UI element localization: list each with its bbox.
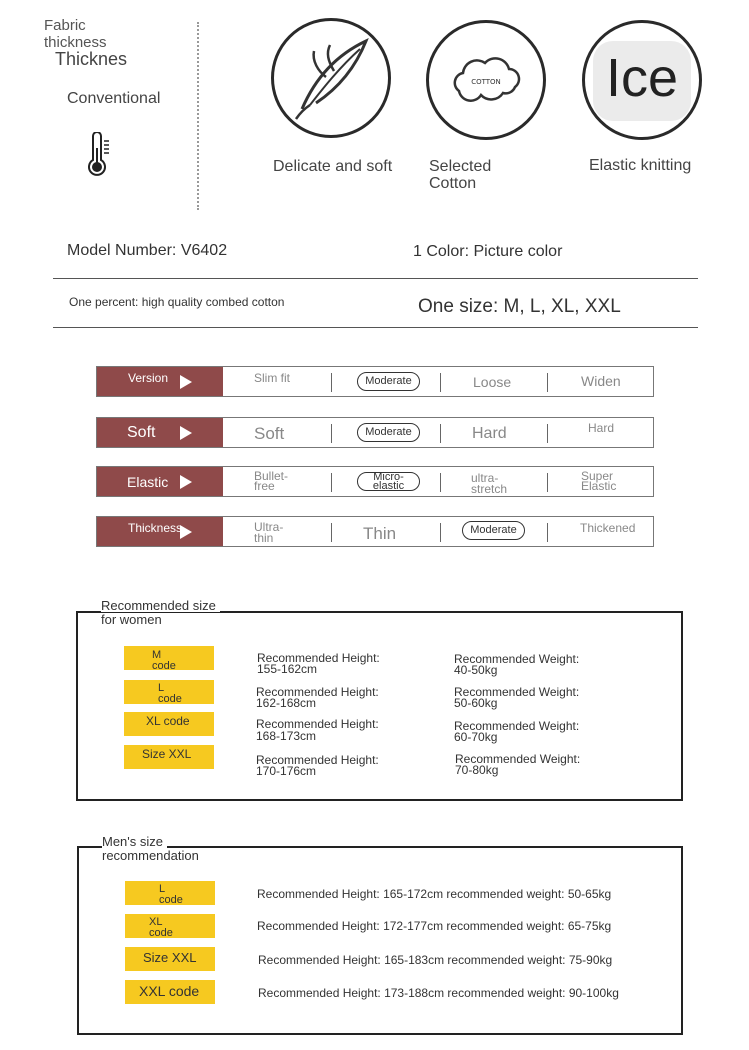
badge-line-1: Size XXL bbox=[142, 747, 192, 761]
spec-option: Slim fit bbox=[254, 371, 290, 385]
men-recommendation: Recommended Height: 165-172cm recommended weight: 50-65kg bbox=[257, 887, 612, 901]
model-number: Model Number: V6402 bbox=[67, 242, 228, 259]
women-height-2: 155-162cm bbox=[257, 662, 318, 676]
spec-option-selected: Moderate bbox=[357, 423, 420, 442]
material-info: One percent: high quality combed cotton bbox=[69, 295, 285, 309]
spec-option: Widen bbox=[581, 373, 621, 389]
fabric-title-line-3: Thicknes bbox=[55, 49, 128, 69]
spec-label-version bbox=[97, 367, 223, 396]
spec-option-selected: Moderate bbox=[462, 521, 525, 540]
spec-option: Soft bbox=[254, 424, 285, 443]
spec-separator bbox=[440, 373, 441, 392]
women-weight-1: Recommended Weight: bbox=[454, 685, 580, 699]
badge-line-2: code bbox=[159, 894, 183, 906]
spec-label-soft bbox=[97, 418, 223, 447]
spec-separator bbox=[547, 523, 548, 542]
women-size-box bbox=[76, 611, 683, 801]
spec-separator bbox=[547, 373, 548, 392]
spec-option: Hard bbox=[472, 425, 507, 442]
spec-separator bbox=[547, 473, 548, 492]
fabric-title-line-1: Fabric bbox=[44, 17, 86, 34]
thermometer-icon bbox=[84, 132, 114, 178]
women-height-2: 170-176cm bbox=[256, 764, 317, 778]
women-title-2: for women bbox=[101, 612, 162, 627]
spec-label-text: Soft bbox=[127, 423, 156, 441]
men-size-box bbox=[77, 846, 683, 1035]
badge-line-2: code bbox=[149, 927, 173, 939]
spec-option: Thickened bbox=[580, 521, 636, 535]
spec-label-text: Version bbox=[128, 371, 169, 385]
arrow-right-icon bbox=[180, 525, 192, 539]
cotton-cloud-icon bbox=[426, 20, 546, 140]
women-weight-2: 70-80kg bbox=[455, 763, 499, 777]
spec-separator bbox=[331, 523, 332, 542]
women-weight-2: 40-50kg bbox=[454, 663, 498, 677]
spec-option-selected: Micro- elastic bbox=[357, 472, 420, 491]
spec-option: Thin bbox=[363, 524, 397, 543]
spec-label-text: Thickness bbox=[128, 521, 183, 535]
spec-separator bbox=[440, 424, 441, 443]
arrow-right-icon bbox=[180, 375, 192, 389]
men-size-badge bbox=[125, 980, 215, 1004]
spec-separator bbox=[440, 473, 441, 492]
spec-label-thickness bbox=[97, 517, 223, 546]
spec-separator bbox=[547, 424, 548, 443]
badge-line-1: M bbox=[152, 649, 162, 661]
spec-label-elastic bbox=[97, 467, 223, 496]
ice-icon-text: Ice bbox=[605, 48, 679, 108]
spec-separator bbox=[440, 523, 441, 542]
info-divider-1 bbox=[53, 278, 698, 279]
badge-line-2: code bbox=[158, 693, 182, 705]
men-recommendation: Recommended Height: 172-177cm recommended weight: 65-75kg bbox=[257, 919, 612, 933]
ice-icon bbox=[582, 20, 702, 140]
size-info: One size: M, L, XL, XXL bbox=[418, 296, 621, 317]
women-height-1: Recommended Height: bbox=[256, 753, 379, 767]
men-size-badge bbox=[125, 947, 215, 971]
men-recommendation: Recommended Height: 173-188cm recommended weight: 90-100kg bbox=[258, 986, 619, 1000]
women-weight-1: Recommended Weight: bbox=[454, 652, 580, 666]
spec-row-thickness bbox=[96, 516, 654, 547]
spec-label-text: Elastic bbox=[127, 473, 169, 490]
spec-row-elastic bbox=[96, 466, 654, 497]
cotton-icon-text: COTTON bbox=[471, 78, 501, 86]
badge-line-1: XL code bbox=[146, 714, 190, 728]
header-divider bbox=[197, 22, 199, 210]
arrow-right-icon bbox=[180, 426, 192, 440]
spec-option: Super Elastic bbox=[581, 469, 617, 493]
spec-separator bbox=[331, 473, 332, 492]
spec-option: Loose bbox=[473, 374, 512, 390]
spec-separator bbox=[331, 373, 332, 392]
men-size-badge bbox=[125, 914, 215, 938]
men-recommendation: Recommended Height: 165-183cm recommended weight: 75-90kg bbox=[258, 953, 613, 967]
women-height-2: 162-168cm bbox=[256, 696, 317, 710]
men-size-badge bbox=[125, 881, 215, 905]
feature-label-soft: Delicate and soft bbox=[273, 158, 393, 175]
spec-row-soft bbox=[96, 417, 654, 448]
badge-line-1: XL bbox=[149, 916, 163, 928]
feather-icon bbox=[271, 18, 391, 138]
spec-row-version bbox=[96, 366, 654, 397]
badge-line-1: XXL code bbox=[139, 983, 200, 999]
badge-line-2: code bbox=[152, 660, 176, 672]
women-size-badge bbox=[124, 712, 214, 736]
men-title-1: Men's size bbox=[102, 835, 167, 848]
women-height-1: Recommended Height: bbox=[256, 717, 379, 731]
spec-option-selected: Moderate bbox=[357, 372, 420, 391]
women-weight-1: Recommended Weight: bbox=[455, 752, 581, 766]
women-title-1: Recommended size bbox=[101, 599, 220, 612]
women-height-2: 168-173cm bbox=[256, 729, 317, 743]
info-divider-2 bbox=[53, 327, 698, 328]
women-height-1: Recommended Height: bbox=[256, 685, 379, 699]
badge-line-1: Size XXL bbox=[143, 950, 197, 965]
spec-option: Hard bbox=[588, 421, 615, 435]
feature-label-cotton-2: Cotton bbox=[429, 175, 477, 192]
arrow-right-icon bbox=[180, 475, 192, 489]
women-height-1: Recommended Height: bbox=[257, 651, 380, 665]
badge-line-1: L bbox=[159, 883, 166, 895]
spec-separator bbox=[331, 424, 332, 443]
spec-option: Bullet- free bbox=[254, 469, 289, 493]
women-weight-2: 60-70kg bbox=[454, 730, 498, 744]
spec-option: ultra- stretch bbox=[471, 471, 508, 496]
fabric-title-line-2: thickness bbox=[44, 34, 107, 51]
color-info: 1 Color: Picture color bbox=[413, 243, 563, 260]
women-size-badge bbox=[124, 680, 214, 704]
conventional-label: Conventional bbox=[67, 90, 161, 107]
women-size-badge bbox=[124, 646, 214, 670]
women-weight-1: Recommended Weight: bbox=[454, 719, 580, 733]
feature-label-elastic: Elastic knitting bbox=[589, 157, 692, 174]
women-weight-2: 50-60kg bbox=[454, 696, 498, 710]
men-title-2: recommendation bbox=[102, 848, 199, 863]
feature-label-cotton-1: Selected bbox=[429, 158, 492, 175]
spec-option: Ultra- thin bbox=[254, 520, 284, 545]
women-size-badge bbox=[124, 745, 214, 769]
badge-line-1: L bbox=[158, 682, 165, 694]
